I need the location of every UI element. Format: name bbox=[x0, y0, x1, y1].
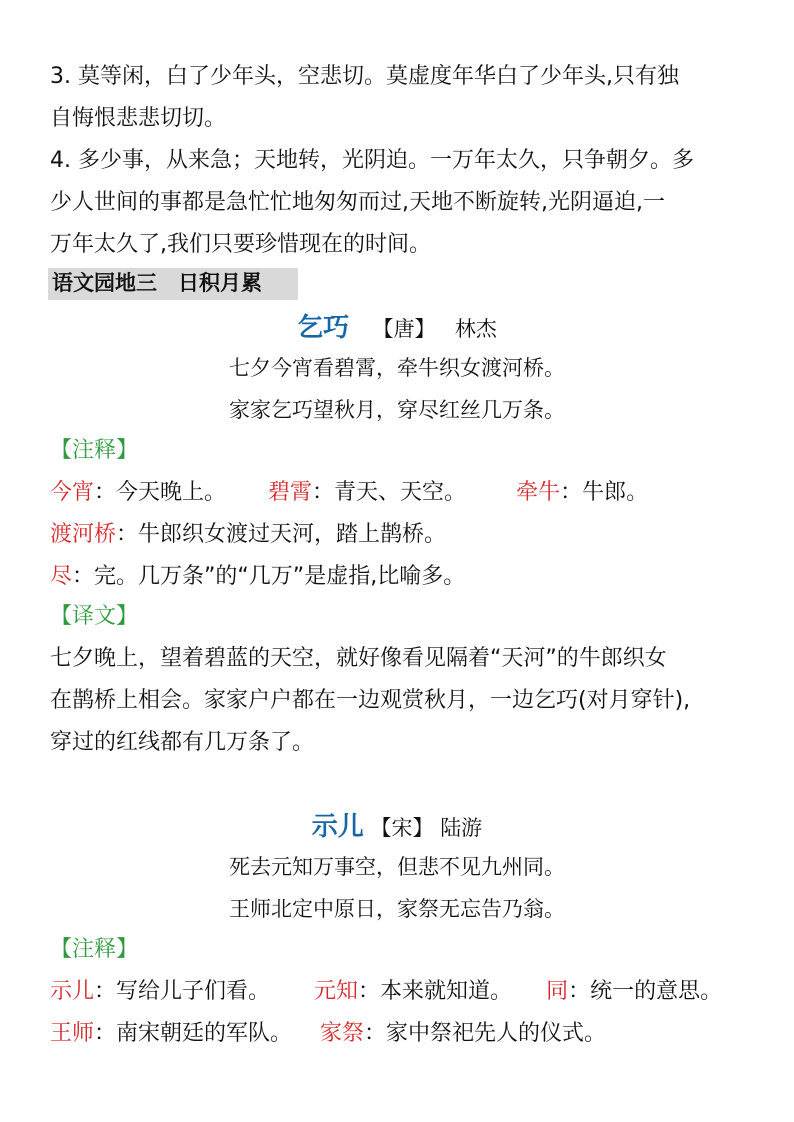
note-definition: ：本来就知道。 bbox=[358, 979, 513, 1004]
note-term: 尽 bbox=[50, 564, 73, 589]
item3-line1: 3. 莫等闲，白了少年头，空悲切。莫虚度年华白了少年头,只有独 bbox=[50, 64, 679, 89]
note-term: 碧霄 bbox=[268, 480, 313, 505]
item4-line2: 少人世间的事都是急忙忙地匆匆而过,天地不断旋转,光阴逼迫,一 bbox=[50, 190, 665, 215]
note-definition: ：统一的意思。 bbox=[568, 979, 723, 1004]
note-term: 渡河桥 bbox=[50, 522, 117, 547]
note-definition: ：完。几万条”的“几万”是虚指,比喻多。 bbox=[72, 564, 466, 589]
poem1-notes-label: 【注释】 bbox=[50, 438, 139, 463]
poem2-verse-2: 王师北定中原日，家祭无忘告乃翁。 bbox=[229, 897, 565, 921]
note-term: 示儿 bbox=[50, 979, 95, 1004]
poem1-translation-line3: 穿过的红线都有几万条了。 bbox=[50, 730, 315, 755]
poem1-heading bbox=[0, 315, 794, 341]
note-definition: ：青天、天空。 bbox=[312, 480, 467, 505]
note-term: 元知 bbox=[314, 979, 359, 1004]
poem2-heading bbox=[0, 814, 794, 840]
section-header: 语文园地三 日积月累 bbox=[52, 271, 262, 295]
note-definition: ：南宋朝廷的军队。 bbox=[94, 1021, 293, 1046]
poem1-notes-row1 bbox=[50, 482, 648, 504]
poem1-translation-line2: 在鹊桥上相会。家家户户都在一边观赏秋月，一边乞巧(对月穿针), bbox=[50, 688, 691, 713]
note-definition: ：家中祭祀先人的仪式。 bbox=[364, 1021, 607, 1046]
note-term: 牵牛 bbox=[516, 480, 561, 505]
item4-line1: 4. 多少事，从来急；天地转，光阴迫。一万年太久，只争朝夕。多 bbox=[50, 148, 694, 173]
note-definition: ：牛郎。 bbox=[560, 480, 649, 505]
poem1-verse-1: 七夕今宵看碧霄，牵牛织女渡河桥。 bbox=[229, 356, 565, 380]
poem1-translation-label: 【译文】 bbox=[50, 604, 139, 629]
poem1-verse-2: 家家乞巧望秋月，穿尽红丝几万条。 bbox=[229, 398, 565, 422]
poem1-title: 乞巧 bbox=[297, 313, 350, 343]
item4-line3: 万年太久了,我们只要珍惜现在的时间。 bbox=[50, 232, 431, 257]
note-definition: ：牛郎织女渡过天河，踏上鹊桥。 bbox=[116, 522, 447, 547]
poem1-notes-row2 bbox=[50, 524, 446, 546]
note-definition: ：写给儿子们看。 bbox=[94, 979, 271, 1004]
note-term: 家祭 bbox=[320, 1021, 365, 1046]
poem2-title: 示儿 bbox=[311, 812, 364, 842]
poem1-author: 林杰 bbox=[454, 317, 497, 341]
poem2-verse-1: 死去元知万事空，但悲不见九州同。 bbox=[229, 855, 565, 879]
poem1-dynasty: 【唐】 bbox=[372, 317, 436, 341]
poem1-translation-line1: 七夕晚上，望着碧蓝的天空，就好像看见隔着“天河”的牛郎织女 bbox=[50, 646, 667, 671]
note-term: 王师 bbox=[50, 1021, 95, 1046]
poem2-dynasty: 【宋】 bbox=[370, 816, 434, 840]
note-term: 今宵 bbox=[50, 480, 95, 505]
poem2-author: 陆游 bbox=[440, 816, 483, 840]
item3-line2: 自悔恨悲悲切切。 bbox=[50, 106, 227, 131]
note-definition: ：今天晚上。 bbox=[94, 480, 227, 505]
poem2-notes-row2 bbox=[50, 1023, 606, 1045]
note-term: 同 bbox=[546, 979, 569, 1004]
poem2-notes-label: 【注释】 bbox=[50, 937, 139, 962]
poem2-notes-row1 bbox=[50, 981, 722, 1003]
poem1-notes-row3 bbox=[50, 566, 465, 588]
